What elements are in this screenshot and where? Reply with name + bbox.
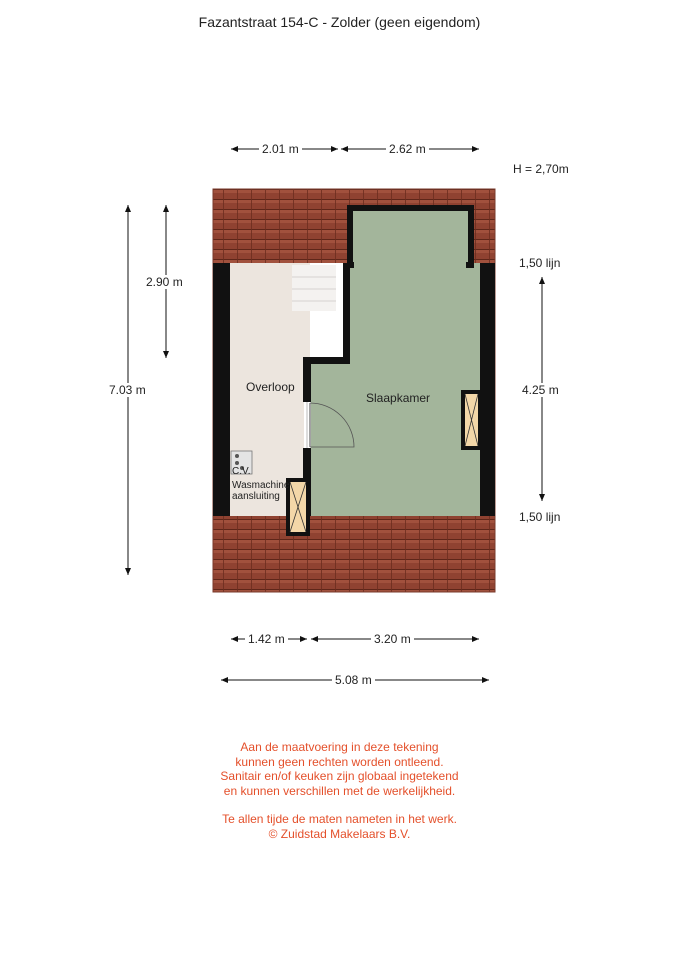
dim-top-left: 2.01 m	[259, 142, 302, 156]
dim-left-total: 7.03 m	[106, 383, 149, 397]
dim-top-right: 2.62 m	[386, 142, 429, 156]
wasmachine-label-line1: Wasmachine	[232, 480, 290, 491]
wasmachine-label	[232, 480, 289, 502]
dim-left-upper: 2.90 m	[143, 275, 186, 289]
disclaimer-line-1: Aan de maatvoering in deze tekening	[240, 740, 439, 754]
dim-right-middle: 4.25 m	[519, 383, 562, 397]
height-note: H = 2,70m	[513, 162, 569, 176]
dim-right-line-top: 1,50 lijn	[516, 256, 563, 270]
disclaimer-line-4: en kunnen verschillen met de werkelijkheid.	[223, 783, 456, 798]
page-title: Fazantstraat 154-C - Zolder (geen eigendom)	[198, 14, 481, 30]
dim-bottom-total: 5.08 m	[332, 673, 375, 687]
cv-label: C.V.	[232, 466, 251, 477]
cabinet-landing	[286, 478, 310, 536]
staircase	[292, 265, 336, 311]
disclaimer-line-6: © Zuidstad Makelaars B.V.	[268, 826, 411, 841]
dim-bottom-left: 1.42 m	[245, 632, 288, 646]
disclaimer-line-2: kunnen geen rechten worden ontleend.	[235, 754, 444, 769]
disclaimer-line-3: Sanitair en/of keuken zijn globaal ingetekend	[220, 769, 459, 783]
disclaimer	[0, 740, 679, 841]
dim-right-line-bottom: 1,50 lijn	[516, 510, 563, 524]
dim-bottom-right: 3.20 m	[371, 632, 414, 646]
wardrobe-bedroom	[461, 390, 482, 450]
room-label-overloop: Overloop	[246, 380, 295, 394]
disclaimer-line-5: Te allen tijde de maten nameten in het werk.	[222, 812, 457, 826]
room-label-slaapkamer: Slaapkamer	[366, 391, 431, 405]
roof-tiles-bottom	[213, 516, 495, 592]
wasmachine-label-line2: aansluiting	[232, 491, 280, 502]
